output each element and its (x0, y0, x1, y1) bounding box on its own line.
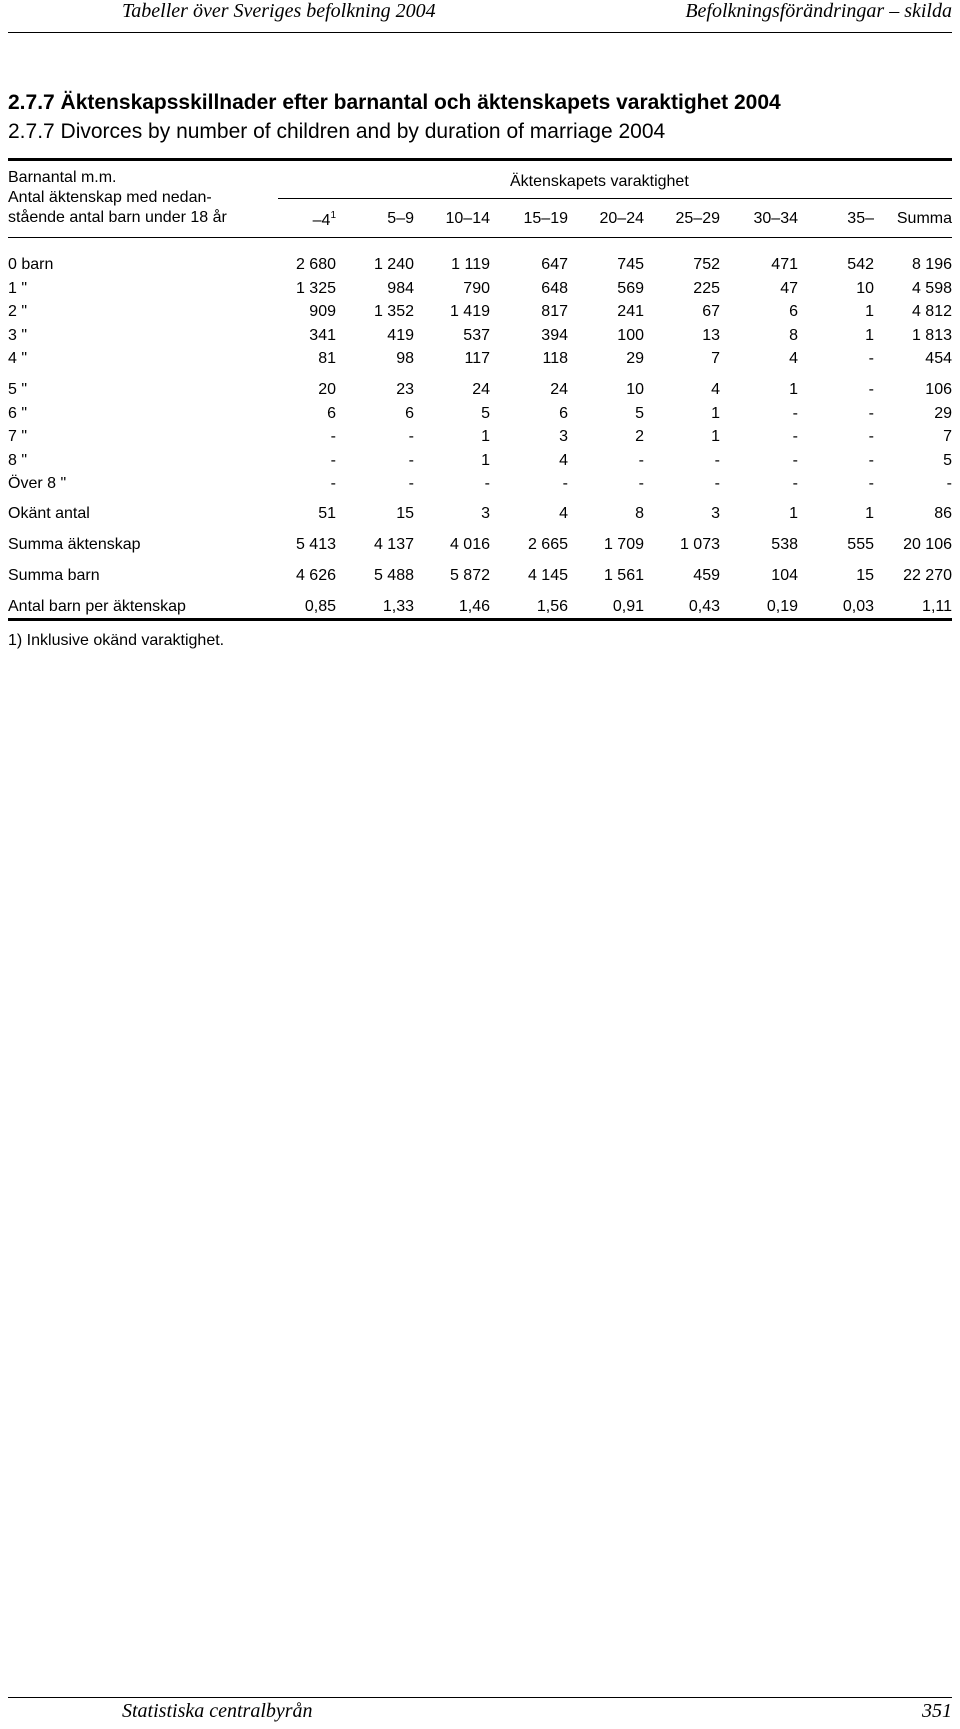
row-label: 7 " (8, 428, 28, 445)
table-cell: 15 (396, 505, 414, 522)
table-cell: 4 (789, 350, 798, 367)
table-cell: 1 (865, 303, 874, 320)
table-row (0, 452, 960, 474)
table-cell: 4 (559, 505, 568, 522)
column-header: 5–9 (387, 210, 414, 227)
table-cell: 394 (541, 327, 568, 344)
table-cell: 817 (541, 303, 568, 320)
table-cell: 1,11 (922, 598, 952, 615)
table-cell: 67 (702, 303, 720, 320)
table-title-swedish: 2.7.7 Äktenskapsskillnader efter barnantal och äktenskapets varaktighet 2004 (8, 91, 781, 114)
table-cell: 86 (934, 505, 952, 522)
table-cell: - (792, 405, 798, 422)
table-cell: 537 (463, 327, 490, 344)
table-cell: 4 137 (373, 536, 414, 553)
column-header: 30–34 (753, 210, 798, 227)
table-cell: 13 (702, 327, 720, 344)
table-cell: 24 (550, 381, 568, 398)
table-cell: 1 (711, 405, 720, 422)
table-cell: 98 (396, 350, 414, 367)
table-cell: 555 (847, 536, 874, 553)
table-cell: 4 145 (527, 567, 568, 584)
table-cell: 29 (934, 405, 952, 422)
row-label: 3 " (8, 327, 28, 344)
table-cell: 225 (693, 280, 720, 297)
table-cell: 8 (789, 327, 798, 344)
table-cell: 20 106 (903, 536, 952, 553)
table-cell: 1 (789, 381, 798, 398)
stub-header-line2: Antal äktenskap med nedan- (8, 189, 212, 206)
table-cell: 5 (635, 405, 644, 422)
table-cell: 984 (387, 280, 414, 297)
table-cell: - (330, 475, 336, 492)
table-cell: 471 (771, 256, 798, 273)
page-footer (8, 1700, 952, 1726)
column-header: $-4^1$ (312, 210, 336, 229)
table-cell: 7 (943, 428, 952, 445)
row-label: 2 " (8, 303, 28, 320)
table-cell: 1 325 (295, 280, 336, 297)
table-cell: - (408, 452, 414, 469)
table-cell: 542 (847, 256, 874, 273)
table-cell: 1 (789, 505, 798, 522)
table-cell: 6 (405, 405, 414, 422)
table-cell: 29 (626, 350, 644, 367)
table-cell: - (946, 475, 952, 492)
table-cell: - (330, 428, 336, 445)
table-top-rule (8, 158, 952, 161)
table-cell: 241 (617, 303, 644, 320)
table-cell: 0,43 (688, 598, 720, 615)
table-cell: 4 598 (911, 280, 952, 297)
table-cell: 4 016 (449, 536, 490, 553)
table-cell: 1,46 (458, 598, 490, 615)
row-label: Okänt antal (8, 505, 90, 522)
table-cell: 3 (481, 505, 490, 522)
table-cell: 1 073 (679, 536, 720, 553)
column-header: 10–14 (445, 210, 490, 227)
table-cell: 6 (789, 303, 798, 320)
table-cell: - (792, 452, 798, 469)
table-cell: 22 270 (903, 567, 952, 584)
spanner-header: Äktenskapets varaktighet (510, 173, 689, 190)
table-cell: 745 (617, 256, 644, 273)
table-cell: - (714, 452, 720, 469)
table-cell: 1 119 (451, 256, 490, 273)
table-cell: 20 (318, 381, 336, 398)
row-label: 0 barn (8, 256, 54, 273)
running-header-left: Tabeller över Sveriges befolkning 2004 (122, 0, 436, 22)
table-cell: 0,91 (612, 598, 644, 615)
table-cell: 5 (943, 452, 952, 469)
table-cell: 0,85 (304, 598, 336, 615)
running-header-right: Befolkningsförändringar – skilda (685, 0, 952, 22)
table-row (0, 280, 960, 302)
table-cell: - (562, 475, 568, 492)
table-cell: 1 240 (373, 256, 414, 273)
table-cell: 3 (711, 505, 720, 522)
table-row (0, 536, 960, 558)
table-row (0, 327, 960, 349)
table-cell: 1 (711, 428, 720, 445)
table-cell: 538 (771, 536, 798, 553)
table-row (0, 303, 960, 325)
table-cell: 419 (387, 327, 414, 344)
table-cell: 7 (711, 350, 720, 367)
stub-header-line3: stående antal barn under 18 år (8, 209, 227, 226)
table-cell: 341 (309, 327, 336, 344)
table-cell: 647 (541, 256, 568, 273)
table-cell: 23 (396, 381, 414, 398)
table-cell: - (868, 452, 874, 469)
table-cell: 1 (865, 327, 874, 344)
table-cell: 790 (463, 280, 490, 297)
table-cell: 106 (925, 381, 952, 398)
table-row (0, 475, 960, 497)
table-cell: - (868, 405, 874, 422)
table-cell: 1 561 (603, 567, 644, 584)
table-cell: 5 (481, 405, 490, 422)
table-cell: 2 (635, 428, 644, 445)
table-cell: 1 419 (449, 303, 490, 320)
table-cell: - (868, 381, 874, 398)
table-cell: 10 (626, 381, 644, 398)
table-cell: 4 812 (911, 303, 952, 320)
header-rule (8, 32, 952, 33)
stub-header-line1: Barnantal m.m. (8, 169, 117, 186)
column-header: Summa (896, 210, 952, 227)
table-cell: 5 872 (449, 567, 490, 584)
column-header: 20–24 (599, 210, 644, 227)
table-cell: 1 813 (911, 327, 952, 344)
table-row (0, 505, 960, 527)
table-row (0, 256, 960, 278)
table-cell: - (714, 475, 720, 492)
table-cell: - (792, 428, 798, 445)
table-row (0, 381, 960, 403)
footer-publisher: Statistiska centralbyrån (122, 1700, 313, 1722)
table-cell: - (868, 475, 874, 492)
table-cell: - (638, 475, 644, 492)
table-cell: 2 680 (295, 256, 336, 273)
table-cell: 15 (856, 567, 874, 584)
table-cell: 8 (635, 505, 644, 522)
table-cell: 117 (464, 350, 490, 367)
table-cell: - (408, 428, 414, 445)
footer-rule (8, 1697, 952, 1698)
row-label: Över 8 " (8, 475, 67, 492)
row-label: Summa barn (8, 567, 100, 584)
table-cell: 5 413 (295, 536, 336, 553)
table-cell: - (868, 428, 874, 445)
table-cell: - (868, 350, 874, 367)
table-cell: 752 (693, 256, 720, 273)
row-label: Antal barn per äktenskap (8, 598, 186, 615)
table-cell: 4 (711, 381, 720, 398)
footnote-marker: 1 (330, 210, 336, 221)
table-row (0, 428, 960, 450)
footnote: 1) Inklusive okänd varaktighet. (8, 632, 225, 649)
page-number: 351 (922, 1700, 952, 1722)
table-cell: 909 (309, 303, 336, 320)
row-label: 4 " (8, 350, 28, 367)
table-cell: 81 (318, 350, 336, 367)
table-cell: 5 488 (373, 567, 414, 584)
column-header: 35– (847, 210, 874, 227)
table-cell: 4 (559, 452, 568, 469)
table-bottom-rule (8, 618, 952, 621)
running-header (8, 0, 952, 30)
row-label: 5 " (8, 381, 28, 398)
column-header: 15–19 (523, 210, 568, 227)
row-label: 8 " (8, 452, 28, 469)
table-cell: 0,03 (842, 598, 874, 615)
table-cell: 118 (542, 350, 568, 367)
table-cell: 51 (318, 505, 336, 522)
spanner-rule (278, 198, 952, 199)
row-label: 6 " (8, 405, 28, 422)
table-row (0, 350, 960, 372)
table-cell: 47 (780, 280, 798, 297)
table-cell: 1 709 (603, 536, 644, 553)
table-cell: 1 (865, 505, 874, 522)
row-label: Summa äktenskap (8, 536, 141, 553)
table-cell: 4 626 (295, 567, 336, 584)
table-cell: 454 (925, 350, 952, 367)
table-cell: 0,19 (766, 598, 798, 615)
table-cell: 1 (481, 428, 490, 445)
table-cell: 8 196 (911, 256, 952, 273)
table-cell: - (408, 475, 414, 492)
column-header: 25–29 (675, 210, 720, 227)
table-title-english: 2.7.7 Divorces by number of children and by duration of marriage 2004 (8, 120, 666, 143)
table-row (0, 598, 960, 620)
table-cell: 1 (481, 452, 490, 469)
header-bottom-rule (8, 237, 952, 238)
row-label: 1 " (8, 280, 28, 297)
table-cell: 6 (327, 405, 336, 422)
table-cell: 100 (617, 327, 644, 344)
table-cell: - (638, 452, 644, 469)
table-cell: 1,56 (536, 598, 568, 615)
table-cell: 2 665 (527, 536, 568, 553)
table-cell: - (484, 475, 490, 492)
table-cell: 24 (472, 381, 490, 398)
table-row (0, 567, 960, 589)
table-cell: 1,33 (382, 598, 414, 615)
table-row (0, 405, 960, 427)
table-cell: - (330, 452, 336, 469)
table-cell: 569 (617, 280, 644, 297)
table-cell: 1 352 (373, 303, 414, 320)
table-cell: 10 (856, 280, 874, 297)
table-cell: 648 (541, 280, 568, 297)
table-cell: 104 (771, 567, 798, 584)
table-cell: 6 (559, 405, 568, 422)
table-cell: - (792, 475, 798, 492)
table-cell: 459 (693, 567, 720, 584)
table-cell: 3 (559, 428, 568, 445)
